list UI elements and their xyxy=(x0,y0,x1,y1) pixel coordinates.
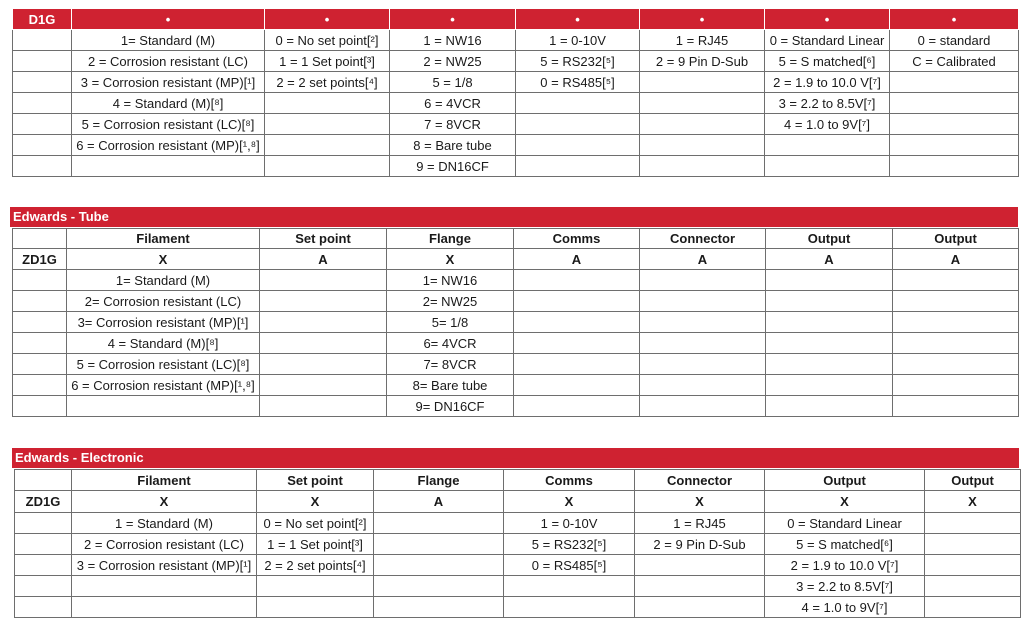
column-header-filament: Filament xyxy=(67,229,260,249)
table-row xyxy=(13,51,1019,72)
table-title: Edwards - Tube xyxy=(10,207,1018,227)
table-cell xyxy=(257,597,374,618)
table-cell xyxy=(13,354,67,375)
column-header-filament: Filament xyxy=(72,470,257,491)
code-letter: A xyxy=(514,249,640,270)
code-letter: A xyxy=(766,249,893,270)
column-header xyxy=(13,229,67,249)
code-letter: X xyxy=(67,249,260,270)
table-cell xyxy=(640,72,765,93)
table-cell: 5 = Corrosion resistant (LC)[⁸] xyxy=(72,114,265,135)
table-cell xyxy=(504,576,635,597)
table-cell xyxy=(766,291,893,312)
table-cell xyxy=(514,375,640,396)
table-cell xyxy=(925,555,1021,576)
column-header-connector: Connector xyxy=(635,470,765,491)
table-row xyxy=(13,312,1019,333)
code-letter: X xyxy=(504,491,635,513)
column-header-output: Output xyxy=(766,229,893,249)
table-cell: 2 = Corrosion resistant (LC) xyxy=(72,51,265,72)
code-letter: X xyxy=(635,491,765,513)
table-cell xyxy=(265,114,390,135)
table-cell xyxy=(374,534,504,555)
table-cell xyxy=(766,333,893,354)
table-cell xyxy=(13,114,72,135)
table-cell: 0 = RS485[⁵] xyxy=(516,72,640,93)
table-row xyxy=(13,72,1019,93)
table-cell xyxy=(15,534,72,555)
table-cell xyxy=(766,312,893,333)
model-code: ZD1G xyxy=(15,491,72,513)
table-cell xyxy=(893,291,1019,312)
table-cell xyxy=(374,513,504,534)
table-cell xyxy=(15,597,72,618)
column-bullet: • xyxy=(640,9,765,30)
table-row xyxy=(13,93,1019,114)
table-cell: 2 = 1.9 to 10.0 V[⁷] xyxy=(765,72,890,93)
table-cell xyxy=(640,375,766,396)
table-cell xyxy=(765,135,890,156)
table-cell xyxy=(13,72,72,93)
table-cell xyxy=(13,333,67,354)
table-cell xyxy=(514,354,640,375)
table-cell xyxy=(925,576,1021,597)
edwards-electronic-table xyxy=(14,469,1021,618)
table-row xyxy=(13,333,1019,354)
table-cell xyxy=(766,270,893,291)
code-letter: A xyxy=(640,249,766,270)
table-cell: 6 = Corrosion resistant (MP)[¹,⁸] xyxy=(67,375,260,396)
table-cell xyxy=(260,333,387,354)
column-bullet: • xyxy=(265,9,390,30)
table-cell: 1 = RJ45 xyxy=(640,30,765,51)
table-cell xyxy=(890,114,1019,135)
table-cell xyxy=(504,597,635,618)
table-cell xyxy=(514,270,640,291)
table-cell: 1 = RJ45 xyxy=(635,513,765,534)
table-row xyxy=(13,135,1019,156)
table-cell xyxy=(640,135,765,156)
table-cell xyxy=(925,534,1021,555)
table-cell xyxy=(893,270,1019,291)
table-cell: 5 = RS232[⁵] xyxy=(516,51,640,72)
column-header-output: Output xyxy=(893,229,1019,249)
table-cell: 1= NW16 xyxy=(387,270,514,291)
table-cell xyxy=(260,396,387,417)
table-cell xyxy=(514,291,640,312)
table-row xyxy=(15,555,1021,576)
table-cell: 1 = 1 Set point[³] xyxy=(257,534,374,555)
table-cell: 7 = 8VCR xyxy=(390,114,516,135)
table-cell xyxy=(640,156,765,177)
table-cell xyxy=(516,135,640,156)
code-letter: A xyxy=(260,249,387,270)
table-cell xyxy=(265,135,390,156)
table-cell xyxy=(640,93,765,114)
table-cell xyxy=(260,375,387,396)
table-cell: 1 = Standard (M) xyxy=(72,513,257,534)
table-cell xyxy=(635,597,765,618)
table-cell xyxy=(13,291,67,312)
table-cell: 3 = Corrosion resistant (MP)[¹] xyxy=(72,555,257,576)
table-cell xyxy=(890,72,1019,93)
table-cell xyxy=(890,93,1019,114)
code-letter: X xyxy=(72,491,257,513)
column-header-set-point: Set point xyxy=(257,470,374,491)
table-cell: 1 = 0-10V xyxy=(516,30,640,51)
table-cell: 5 = S matched[⁶] xyxy=(765,534,925,555)
column-header xyxy=(15,470,72,491)
table-cell xyxy=(72,597,257,618)
table-cell xyxy=(260,354,387,375)
table-cell xyxy=(893,396,1019,417)
table-cell xyxy=(893,354,1019,375)
table-cell: 1= Standard (M) xyxy=(67,270,260,291)
table-cell xyxy=(15,555,72,576)
table-cell xyxy=(640,354,766,375)
table-cell xyxy=(265,156,390,177)
table-cell xyxy=(265,93,390,114)
table-cell: 0 = Standard Linear xyxy=(765,513,925,534)
table-cell xyxy=(640,333,766,354)
code-letter: X xyxy=(257,491,374,513)
table-cell: 2 = 2 set points[⁴] xyxy=(265,72,390,93)
code-letter: A xyxy=(893,249,1019,270)
table-cell: 3= Corrosion resistant (MP)[¹] xyxy=(67,312,260,333)
table-cell xyxy=(13,51,72,72)
table-cell xyxy=(72,156,265,177)
column-header-connector: Connector xyxy=(640,229,766,249)
d1g-table xyxy=(12,8,1019,177)
table-cell: 1= Standard (M) xyxy=(72,30,265,51)
table-cell xyxy=(260,312,387,333)
table-cell xyxy=(765,156,890,177)
table-cell xyxy=(893,333,1019,354)
table-row xyxy=(15,576,1021,597)
table-cell xyxy=(514,333,640,354)
table-row xyxy=(13,30,1019,51)
table-cell: 5 = RS232[⁵] xyxy=(504,534,635,555)
table-cell xyxy=(257,576,374,597)
table-cell: 4 = Standard (M)[⁸] xyxy=(72,93,265,114)
table-cell xyxy=(635,576,765,597)
table-cell xyxy=(374,555,504,576)
table-cell: 6 = Corrosion resistant (MP)[¹,⁸] xyxy=(72,135,265,156)
table-cell: 0 = standard xyxy=(890,30,1019,51)
table-cell xyxy=(516,114,640,135)
column-header-output: Output xyxy=(925,470,1021,491)
table-cell: 6 = 4VCR xyxy=(390,93,516,114)
table-cell: 2 = 9 Pin D-Sub xyxy=(640,51,765,72)
table-cell xyxy=(635,555,765,576)
table-cell: 2= Corrosion resistant (LC) xyxy=(67,291,260,312)
table-cell xyxy=(13,30,72,51)
table-cell xyxy=(516,156,640,177)
table-cell xyxy=(260,291,387,312)
table-cell xyxy=(516,93,640,114)
table-cell xyxy=(640,291,766,312)
table-cell: 0 = No set point[²] xyxy=(265,30,390,51)
table-cell xyxy=(640,270,766,291)
table-cell: 4 = Standard (M)[⁸] xyxy=(67,333,260,354)
table-cell xyxy=(13,312,67,333)
table-cell xyxy=(13,156,72,177)
table-cell xyxy=(766,375,893,396)
table-cell: 0 = RS485[⁵] xyxy=(504,555,635,576)
table-cell xyxy=(514,312,640,333)
table-cell: 5= 1/8 xyxy=(387,312,514,333)
table-cell: 1 = 0-10V xyxy=(504,513,635,534)
table-cell xyxy=(13,135,72,156)
table-row xyxy=(15,597,1021,618)
table-cell: 2 = 1.9 to 10.0 V[⁷] xyxy=(765,555,925,576)
column-bullet: • xyxy=(890,9,1019,30)
table-cell: 2 = 9 Pin D-Sub xyxy=(635,534,765,555)
table-cell xyxy=(890,156,1019,177)
table-cell xyxy=(640,396,766,417)
table-cell xyxy=(13,93,72,114)
table-cell: 2 = 2 set points[⁴] xyxy=(257,555,374,576)
table-cell: 0 = Standard Linear xyxy=(765,30,890,51)
table-cell xyxy=(67,396,260,417)
code-letter: X xyxy=(387,249,514,270)
table-cell: 4 = 1.0 to 9V[⁷] xyxy=(765,597,925,618)
column-bullet: • xyxy=(72,9,265,30)
table-cell: 2 = Corrosion resistant (LC) xyxy=(72,534,257,555)
column-header-flange: Flange xyxy=(387,229,514,249)
table-row xyxy=(13,291,1019,312)
edwards-tube-table xyxy=(12,228,1019,417)
table-row xyxy=(15,513,1021,534)
table-cell xyxy=(72,576,257,597)
column-header-comms: Comms xyxy=(514,229,640,249)
code-letter: X xyxy=(925,491,1021,513)
table-cell: 2 = NW25 xyxy=(390,51,516,72)
table-cell: 9= DN16CF xyxy=(387,396,514,417)
table-cell xyxy=(260,270,387,291)
table-cell: 3 = 2.2 to 8.5V[⁷] xyxy=(765,93,890,114)
table-row xyxy=(15,534,1021,555)
table-row xyxy=(13,270,1019,291)
table-cell: 1 = 1 Set point[³] xyxy=(265,51,390,72)
table-cell: 5 = 1/8 xyxy=(390,72,516,93)
table-cell: 3 = Corrosion resistant (MP)[¹] xyxy=(72,72,265,93)
column-header-set-point: Set point xyxy=(260,229,387,249)
table-cell xyxy=(13,396,67,417)
table-cell: C = Calibrated xyxy=(890,51,1019,72)
column-header-flange: Flange xyxy=(374,470,504,491)
table-cell xyxy=(925,513,1021,534)
table-cell xyxy=(15,576,72,597)
table-cell xyxy=(893,375,1019,396)
table-cell: 6= 4VCR xyxy=(387,333,514,354)
table-title: Edwards - Electronic xyxy=(12,448,1019,468)
table-cell xyxy=(640,312,766,333)
table-cell: 5 = S matched[⁶] xyxy=(765,51,890,72)
table-title: D1G xyxy=(13,9,72,30)
table-cell: 4 = 1.0 to 9V[⁷] xyxy=(765,114,890,135)
table-cell xyxy=(13,270,67,291)
table-cell xyxy=(15,513,72,534)
table-cell xyxy=(374,576,504,597)
table-cell xyxy=(890,135,1019,156)
table-cell: 9 = DN16CF xyxy=(390,156,516,177)
table-cell xyxy=(640,114,765,135)
table-cell: 5 = Corrosion resistant (LC)[⁸] xyxy=(67,354,260,375)
column-header-output: Output xyxy=(765,470,925,491)
table-cell: 1 = NW16 xyxy=(390,30,516,51)
column-header-comms: Comms xyxy=(504,470,635,491)
column-bullet: • xyxy=(765,9,890,30)
table-cell: 7= 8VCR xyxy=(387,354,514,375)
code-letter: X xyxy=(765,491,925,513)
table-cell xyxy=(766,396,893,417)
model-code: ZD1G xyxy=(13,249,67,270)
table-cell xyxy=(374,597,504,618)
table-cell xyxy=(13,375,67,396)
table-row xyxy=(13,114,1019,135)
table-cell: 8 = Bare tube xyxy=(390,135,516,156)
table-cell: 2= NW25 xyxy=(387,291,514,312)
table-cell: 8= Bare tube xyxy=(387,375,514,396)
code-letter: A xyxy=(374,491,504,513)
column-bullet: • xyxy=(390,9,516,30)
table-cell xyxy=(893,312,1019,333)
table-cell: 0 = No set point[²] xyxy=(257,513,374,534)
table-row xyxy=(13,156,1019,177)
table-row xyxy=(13,354,1019,375)
column-bullet: • xyxy=(516,9,640,30)
table-row xyxy=(13,375,1019,396)
table-cell xyxy=(514,396,640,417)
table-cell: 3 = 2.2 to 8.5V[⁷] xyxy=(765,576,925,597)
table-cell xyxy=(925,597,1021,618)
table-row xyxy=(13,396,1019,417)
table-cell xyxy=(766,354,893,375)
